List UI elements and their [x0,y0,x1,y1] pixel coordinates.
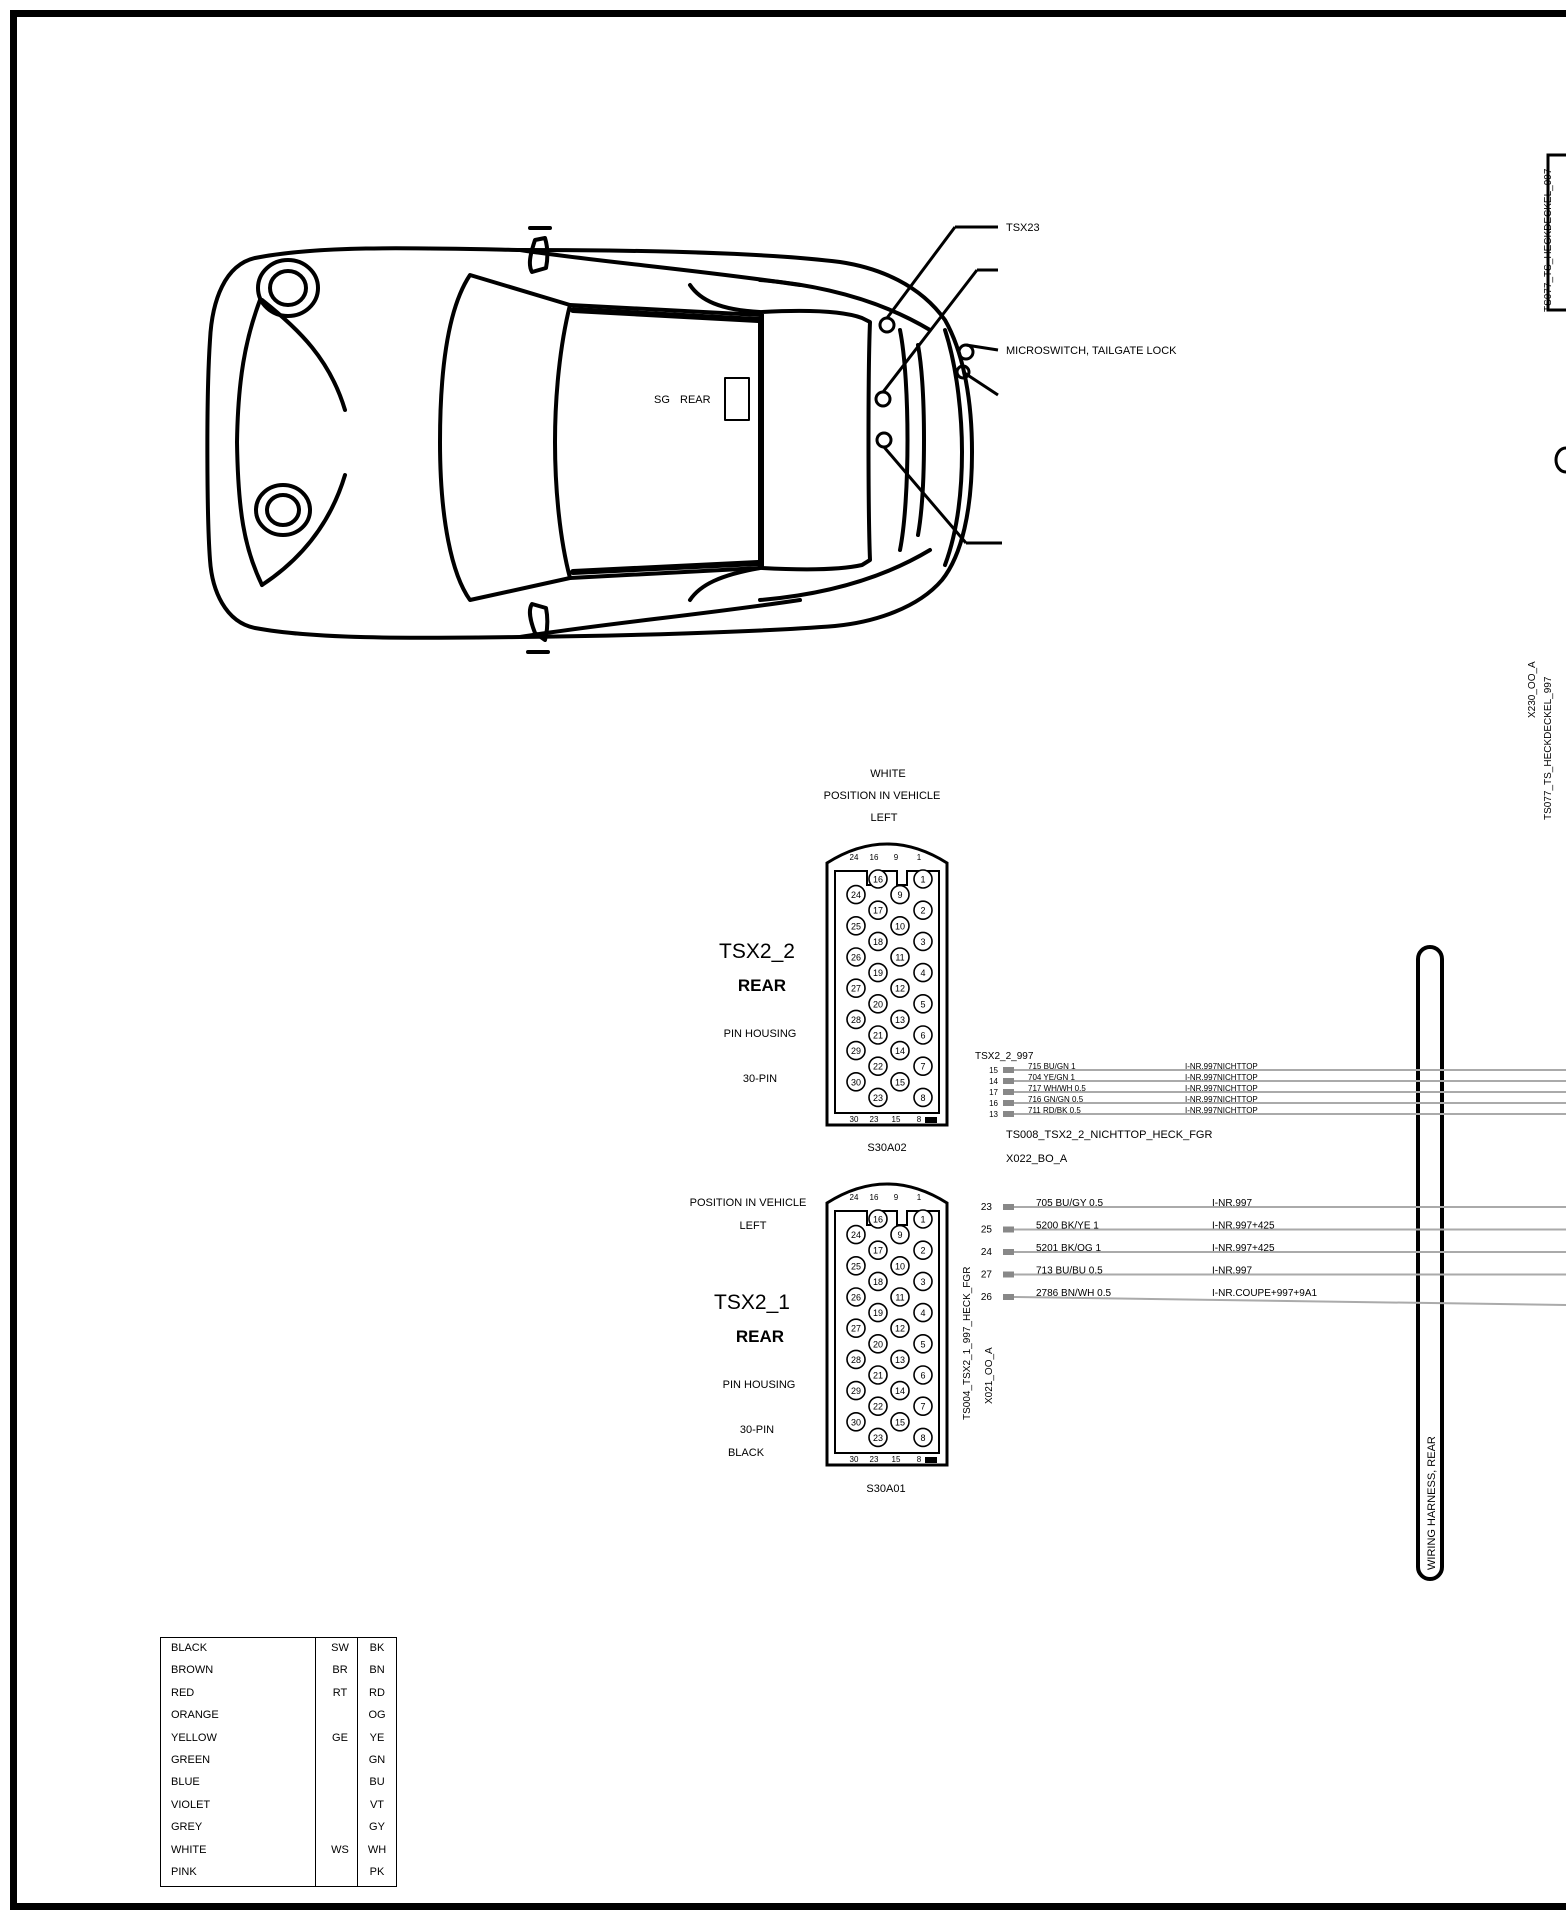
wire-description: 711 RD/BK 0.5 [1028,1106,1081,1115]
pin-number: 8 [920,1092,926,1103]
wire-note: I-NR.997 [1212,1198,1253,1209]
pin-number: 6 [920,1030,926,1041]
pin-number: 21 [872,1030,884,1041]
pin-number: 25 [850,1261,862,1272]
pin-number: 27 [850,1323,862,1334]
legend-row [161,1728,396,1750]
pin-number: 23 [872,1432,884,1443]
ts077-bottom-label: TS077_TS_HECKDECKEL_997 [1543,676,1554,820]
wire-terminal [1003,1078,1014,1084]
legend-de: RT [332,1686,348,1699]
housing-top-number: 24 [849,1193,859,1202]
wire-description: 716 GN/GN 0.5 [1028,1095,1084,1104]
legend-row [161,1660,396,1682]
pin-number: 30 [850,1417,862,1428]
top-connector-housing-graphic [827,844,947,1125]
wire-pin-number: 24 [980,1247,992,1258]
housing-bottom-number: 8 [916,1455,922,1464]
wire-description: 5201 BK/OG 1 [1036,1243,1102,1254]
bottom-connector-position: POSITION IN VEHICLE [689,1197,807,1209]
wire-note: I-NR.997 [1212,1265,1253,1277]
pin-number: 10 [894,1261,906,1272]
wire-note: I-NR.997+425 [1212,1220,1275,1232]
legend-row [161,1750,396,1772]
wire-note: I-NR.COUPE+997+9A1 [1212,1288,1318,1299]
legend-en: PK [369,1866,385,1878]
pin-number: 29 [850,1386,862,1397]
pin-number: 1 [920,874,926,885]
pin-number: 7 [920,1401,926,1412]
pin-number: 4 [920,968,926,979]
legend-row [161,1817,396,1839]
pin-number: 26 [850,952,862,963]
top-connector-location: REAR [737,976,787,995]
legend-name: RED [171,1686,195,1699]
pin-number: 23 [872,1092,884,1103]
housing-bottom-number: 15 [891,1115,901,1124]
pin-number: 10 [894,921,906,932]
connector-point-icon [877,433,891,447]
wire-note: I-NR.997+425 [1212,1243,1275,1254]
wire-description: 705 BU/GY 0.5 [1036,1198,1104,1209]
legend-row [161,1795,396,1817]
legend-name: GREEN [171,1754,211,1766]
wire-pin-number: 26 [980,1292,992,1303]
legend-name: WHITE [171,1843,207,1856]
pin-number: 1 [920,1214,926,1225]
sg-label: SG [654,394,670,406]
pin-number: 20 [872,1339,884,1350]
car-top-view [207,228,972,652]
ts077-top-label: TS077_TS_HECKDECKEL_997 [1543,168,1554,312]
wire-terminal [1003,1111,1014,1117]
housing-bottom-number: 8 [916,1115,922,1124]
callout-microswitch: MICROSWITCH, TAILGATE LOCK [1006,345,1177,357]
wire-pin-number: 23 [980,1202,992,1213]
top-connector-pins: 30-PIN [742,1073,778,1085]
wire-description: 713 BU/BU 0.5 [1036,1265,1103,1277]
pin-number: 16 [872,1214,884,1225]
top-connector-housing: PIN HOUSING [723,1028,797,1040]
housing-top-number: 16 [869,853,879,862]
legend-de: GE [332,1731,348,1744]
legend-de: SW [331,1642,349,1654]
bottom-connector-pins: 30-PIN [739,1424,775,1436]
legend-name: GREY [171,1821,203,1834]
legend-name: BLUE [171,1776,200,1789]
partial-circle-icon [1556,448,1566,472]
pin-number: 13 [894,1014,906,1025]
bottom-vertical-label-1: TS004_TSX2_1_997_HECK_FGR [962,1266,973,1420]
pin-number: 25 [850,921,862,932]
housing-top-number: 1 [916,1193,922,1202]
bottom-connector-location: REAR [735,1327,785,1346]
legend-row [161,1840,396,1862]
pin-number: 17 [872,1245,884,1256]
pin-number: 22 [872,1401,884,1412]
pin-number: 14 [894,1046,906,1057]
pin-number: 26 [850,1292,862,1303]
wire-pin-number: 25 [980,1224,992,1236]
wire-description: 2786 BN/WH 0.5 [1036,1288,1112,1299]
top-connector-position: POSITION IN VEHICLE [823,790,941,802]
wire-pin-number: 13 [989,1110,998,1119]
pin-number: 21 [872,1370,884,1381]
wire-note: I-NR.997NICHTTOP [1185,1095,1258,1104]
wire-terminal [1003,1294,1014,1300]
top-connector-name: TSX2_2 [719,940,795,963]
wire-terminal [1003,1249,1014,1255]
pin-number: 2 [920,905,926,916]
pin-number: 5 [920,1339,926,1350]
wire-terminal [1003,1272,1014,1278]
housing-top-number: 9 [893,853,899,862]
wire-terminal [1003,1100,1014,1106]
pin-number: 18 [872,1276,884,1287]
pin-number: 28 [850,1014,862,1025]
pin-number: 24 [850,890,862,901]
bottom-connector-name: TSX2_1 [714,1291,790,1314]
housing-bottom-number: 15 [891,1455,901,1464]
legend-de: BR [332,1664,348,1677]
wire-description: 717 WH/WH 0.5 [1028,1084,1086,1093]
top-connector-side: LEFT [870,812,898,824]
legend-en: VT [369,1798,385,1811]
legend-en: WH [367,1843,387,1856]
pin-number: 2 [920,1245,926,1256]
x230-label: X230_OO_A [1527,661,1538,718]
legend-en: GN [368,1754,386,1766]
bottom-connector-part: S30A01 [866,1483,906,1495]
legend-name: VIOLET [171,1798,211,1811]
top-wire-group-label: TSX2_2_997 [975,1051,1034,1062]
bottom-connector-housing: PIN HOUSING [722,1379,796,1391]
legend-en: GY [369,1821,385,1834]
wire-pin-number: 17 [989,1088,998,1097]
pin-number: 27 [850,983,862,994]
pin-number: 19 [872,968,884,979]
pin-number: 11 [895,952,905,963]
tsx23-point-icon [880,318,894,332]
pin-number: 7 [920,1061,926,1072]
pin-number: 16 [872,874,884,885]
legend-row [161,1683,396,1705]
housing-bottom-number: 30 [849,1455,859,1464]
pin-number: 13 [894,1354,906,1365]
housing-key [925,1457,937,1463]
housing-top-number: 1 [916,853,922,862]
housing-bottom-number: 23 [869,1455,879,1464]
top-sub-label-2: X022_BO_A [1006,1153,1068,1165]
legend-name: YELLOW [171,1731,217,1744]
pin-number: 5 [920,999,926,1010]
pin-number: 22 [872,1061,884,1072]
wire-note: I-NR.997NICHTTOP [1185,1084,1258,1093]
pin-number: 8 [920,1432,926,1443]
harness-label: WIRING HARNESS, REAR [1426,1436,1438,1570]
wire-terminal [1003,1067,1014,1073]
pin-number: 9 [897,1230,903,1241]
legend-name: PINK [171,1866,197,1878]
wire-description: 704 YE/GN 1 [1028,1073,1075,1082]
wire-terminal [1003,1227,1014,1233]
housing-top-number: 9 [893,1193,899,1202]
pin-number: 6 [920,1370,926,1381]
pin-number: 15 [894,1077,906,1088]
pin-number: 19 [872,1308,884,1319]
pin-number: 11 [895,1292,905,1303]
top-sub-label-1: TS008_TSX2_2_NICHTTOP_HECK_FGR [1006,1129,1213,1141]
connector-point-icon [876,392,890,406]
legend-en: BU [369,1776,385,1789]
wire-terminal [1003,1089,1014,1095]
top-connector-part: S30A02 [867,1142,907,1154]
callout-tsx23: TSX23 [1006,222,1040,234]
bottom-connector-housing-graphic [827,1184,947,1465]
legend-en: BK [369,1642,385,1654]
top-connector-color: WHITE [870,768,906,780]
pin-number: 28 [850,1354,862,1365]
wire-description: 5200 BK/YE 1 [1036,1220,1099,1232]
wire-note: I-NR.997NICHTTOP [1185,1073,1258,1082]
wire-pin-number: 15 [989,1066,998,1075]
rear-label: REAR [680,394,711,406]
pin-number: 3 [920,1276,926,1287]
bottom-vertical-label-2: X021_OO_A [984,1347,995,1404]
pin-number: 20 [872,999,884,1010]
pin-number: 4 [920,1308,926,1319]
wire-pin-number: 14 [989,1077,998,1086]
legend-en: BN [369,1664,385,1677]
housing-top-number: 16 [869,1193,879,1202]
pin-number: 24 [850,1230,862,1241]
housing-top-number: 24 [849,853,859,862]
wire-description: 715 BU/GN 1 [1028,1062,1076,1071]
wire-note: I-NR.997NICHTTOP [1185,1062,1258,1071]
legend-row [161,1772,396,1794]
pin-number: 30 [850,1077,862,1088]
legend-name: ORANGE [171,1709,219,1722]
wire-pin-number: 16 [989,1099,998,1108]
wire-terminal [1003,1204,1014,1210]
bottom-connector-side: LEFT [739,1220,767,1232]
housing-key [925,1117,937,1123]
top-connector-wires [989,1062,1566,1119]
legend-row [161,1638,396,1660]
legend-en: RD [369,1686,385,1699]
pin-number: 18 [872,936,884,947]
pin-number: 29 [850,1046,862,1057]
pin-number: 14 [894,1386,906,1397]
housing-bottom-number: 23 [869,1115,879,1124]
legend-de: WS [331,1843,349,1856]
legend-en: YE [369,1731,385,1744]
housing-bottom-number: 30 [849,1115,859,1124]
pin-number: 3 [920,936,926,947]
legend-name: BROWN [171,1664,214,1677]
legend-name: BLACK [171,1642,208,1654]
color-code-legend [160,1637,397,1887]
pin-number: 12 [894,1323,906,1334]
legend-row [161,1862,396,1884]
bottom-connector-color: BLACK [727,1447,765,1459]
pin-number: 12 [894,983,906,994]
wire-note: I-NR.997NICHTTOP [1185,1106,1258,1115]
legend-row [161,1705,396,1727]
pin-number: 15 [894,1417,906,1428]
legend-en: OG [368,1709,386,1722]
pin-number: 17 [872,905,884,916]
pin-number: 9 [897,890,903,901]
car-callout-lines [876,227,1002,543]
wire-pin-number: 27 [980,1269,992,1281]
bottom-connector-wires [981,1198,1566,1305]
